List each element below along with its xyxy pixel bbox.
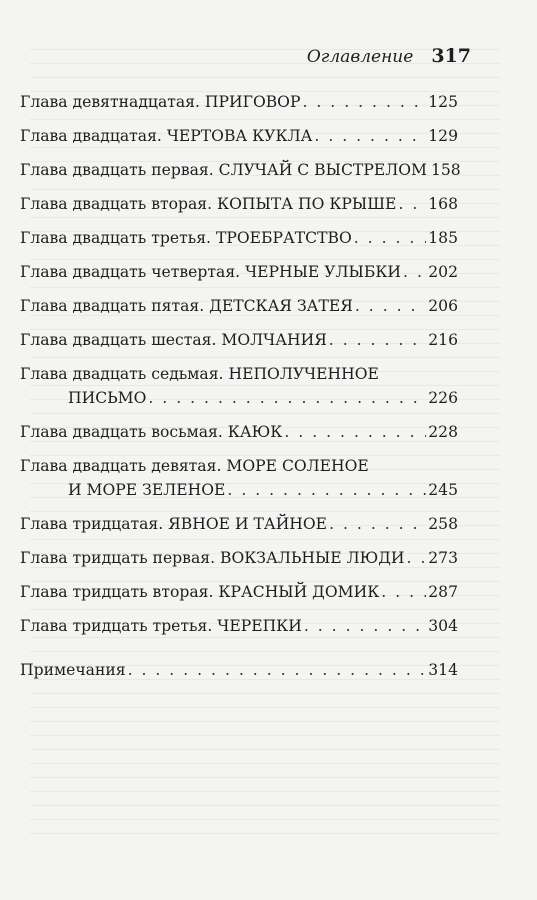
toc-entry-page: 158 <box>430 161 461 179</box>
toc-entry-title: Глава двадцать восьмая. КАЮК <box>20 423 283 441</box>
toc-entry-title: Глава двадцатая. ЧЕРТОВА КУКЛА <box>20 127 313 145</box>
toc-entry-title-continued: ПИСЬМО <box>68 389 147 407</box>
toc-entry-title: Глава тридцать первая. ВОКЗАЛЬНЫЕ ЛЮДИ <box>20 549 405 567</box>
toc-entry <box>20 546 458 570</box>
leader-dots <box>227 478 426 502</box>
toc-entry <box>20 260 458 284</box>
toc-entry-title: Глава двадцать вторая. КОПЫТА ПО КРЫШЕ <box>20 195 397 213</box>
toc-entry-page: 226 <box>428 389 458 407</box>
leader-dots <box>381 580 426 604</box>
toc-entry-page: 216 <box>428 331 458 349</box>
toc-entry-title: Глава двадцать девятая. МОРЕ СОЛЕНОЕ <box>20 457 369 475</box>
toc-entry-page: 287 <box>428 583 458 601</box>
toc-entry <box>20 420 458 444</box>
toc-entry-title: Глава девятнадцатая. ПРИГОВОР <box>20 93 301 111</box>
toc-entry-page: 185 <box>428 229 458 247</box>
toc-entry <box>20 158 461 182</box>
toc-entry-page: 129 <box>428 127 458 145</box>
leader-dots <box>148 386 426 410</box>
toc-entry-title: Глава двадцать седьмая. НЕПОЛУЧЕННОЕ <box>20 365 379 383</box>
leader-dots <box>403 260 426 284</box>
toc-entry <box>20 362 458 410</box>
toc-entry <box>20 90 458 114</box>
table-of-contents <box>20 90 461 682</box>
toc-entry-title: Глава тридцатая. ЯВНОЕ И ТАЙНОЕ <box>20 515 328 533</box>
toc-entry <box>20 294 458 318</box>
toc-entry <box>20 614 458 638</box>
section-title: Оглавление <box>306 47 414 67</box>
toc-entry-page: 258 <box>428 515 458 533</box>
toc-entry <box>20 226 458 250</box>
toc-entry-page: 202 <box>428 263 458 281</box>
leader-dots <box>355 294 426 318</box>
toc-entry-page: 245 <box>428 481 458 499</box>
leader-dots <box>329 328 426 352</box>
toc-entry <box>20 328 458 352</box>
leader-dots <box>329 512 426 536</box>
running-head <box>0 45 471 67</box>
toc-entry-notes <box>20 658 458 682</box>
toc-entry-title: Глава двадцать третья. ТРОЕБРАТСТВО <box>20 229 352 247</box>
leader-dots <box>398 192 426 216</box>
toc-entry <box>20 454 458 502</box>
toc-entry <box>20 192 458 216</box>
leader-dots <box>304 614 426 638</box>
toc-entry-title: Глава тридцать третья. ЧЕРЕПКИ <box>20 617 302 635</box>
toc-entry-title: Глава двадцать пятая. ДЕТСКАЯ ЗАТЕЯ <box>20 297 353 315</box>
toc-entry-title: Глава двадцать первая. СЛУЧАЙ С ВЫСТРЕЛОМ <box>20 161 427 179</box>
toc-entry-title: Глава двадцать четвертая. ЧЕРНЫЕ УЛЫБКИ <box>20 263 402 281</box>
toc-entry-title-continued: И МОРЕ ЗЕЛЕНОЕ <box>68 481 226 499</box>
page-number: 317 <box>431 45 471 67</box>
toc-entry <box>20 580 458 604</box>
toc-entry-page: 206 <box>428 297 458 315</box>
toc-entry-page: 125 <box>428 93 458 111</box>
leader-dots <box>284 420 426 444</box>
toc-entry-title: Глава тридцать вторая. КРАСНЫЙ ДОМИК <box>20 583 380 601</box>
toc-entry-page: 304 <box>428 617 458 635</box>
leader-dots <box>314 124 426 148</box>
leader-dots <box>407 546 427 570</box>
leader-dots <box>354 226 426 250</box>
toc-entry-title: Глава двадцать шестая. МОЛЧАНИЯ <box>20 331 327 349</box>
toc-entry-page: 273 <box>428 549 458 567</box>
toc-entry <box>20 512 458 536</box>
toc-entry-title: Примечания <box>20 661 126 679</box>
toc-entry <box>20 124 458 148</box>
leader-dots <box>302 90 426 114</box>
toc-entry-page: 228 <box>428 423 458 441</box>
leader-dots <box>128 658 427 682</box>
toc-entry-page: 314 <box>428 661 458 679</box>
toc-entry-page: 168 <box>428 195 458 213</box>
